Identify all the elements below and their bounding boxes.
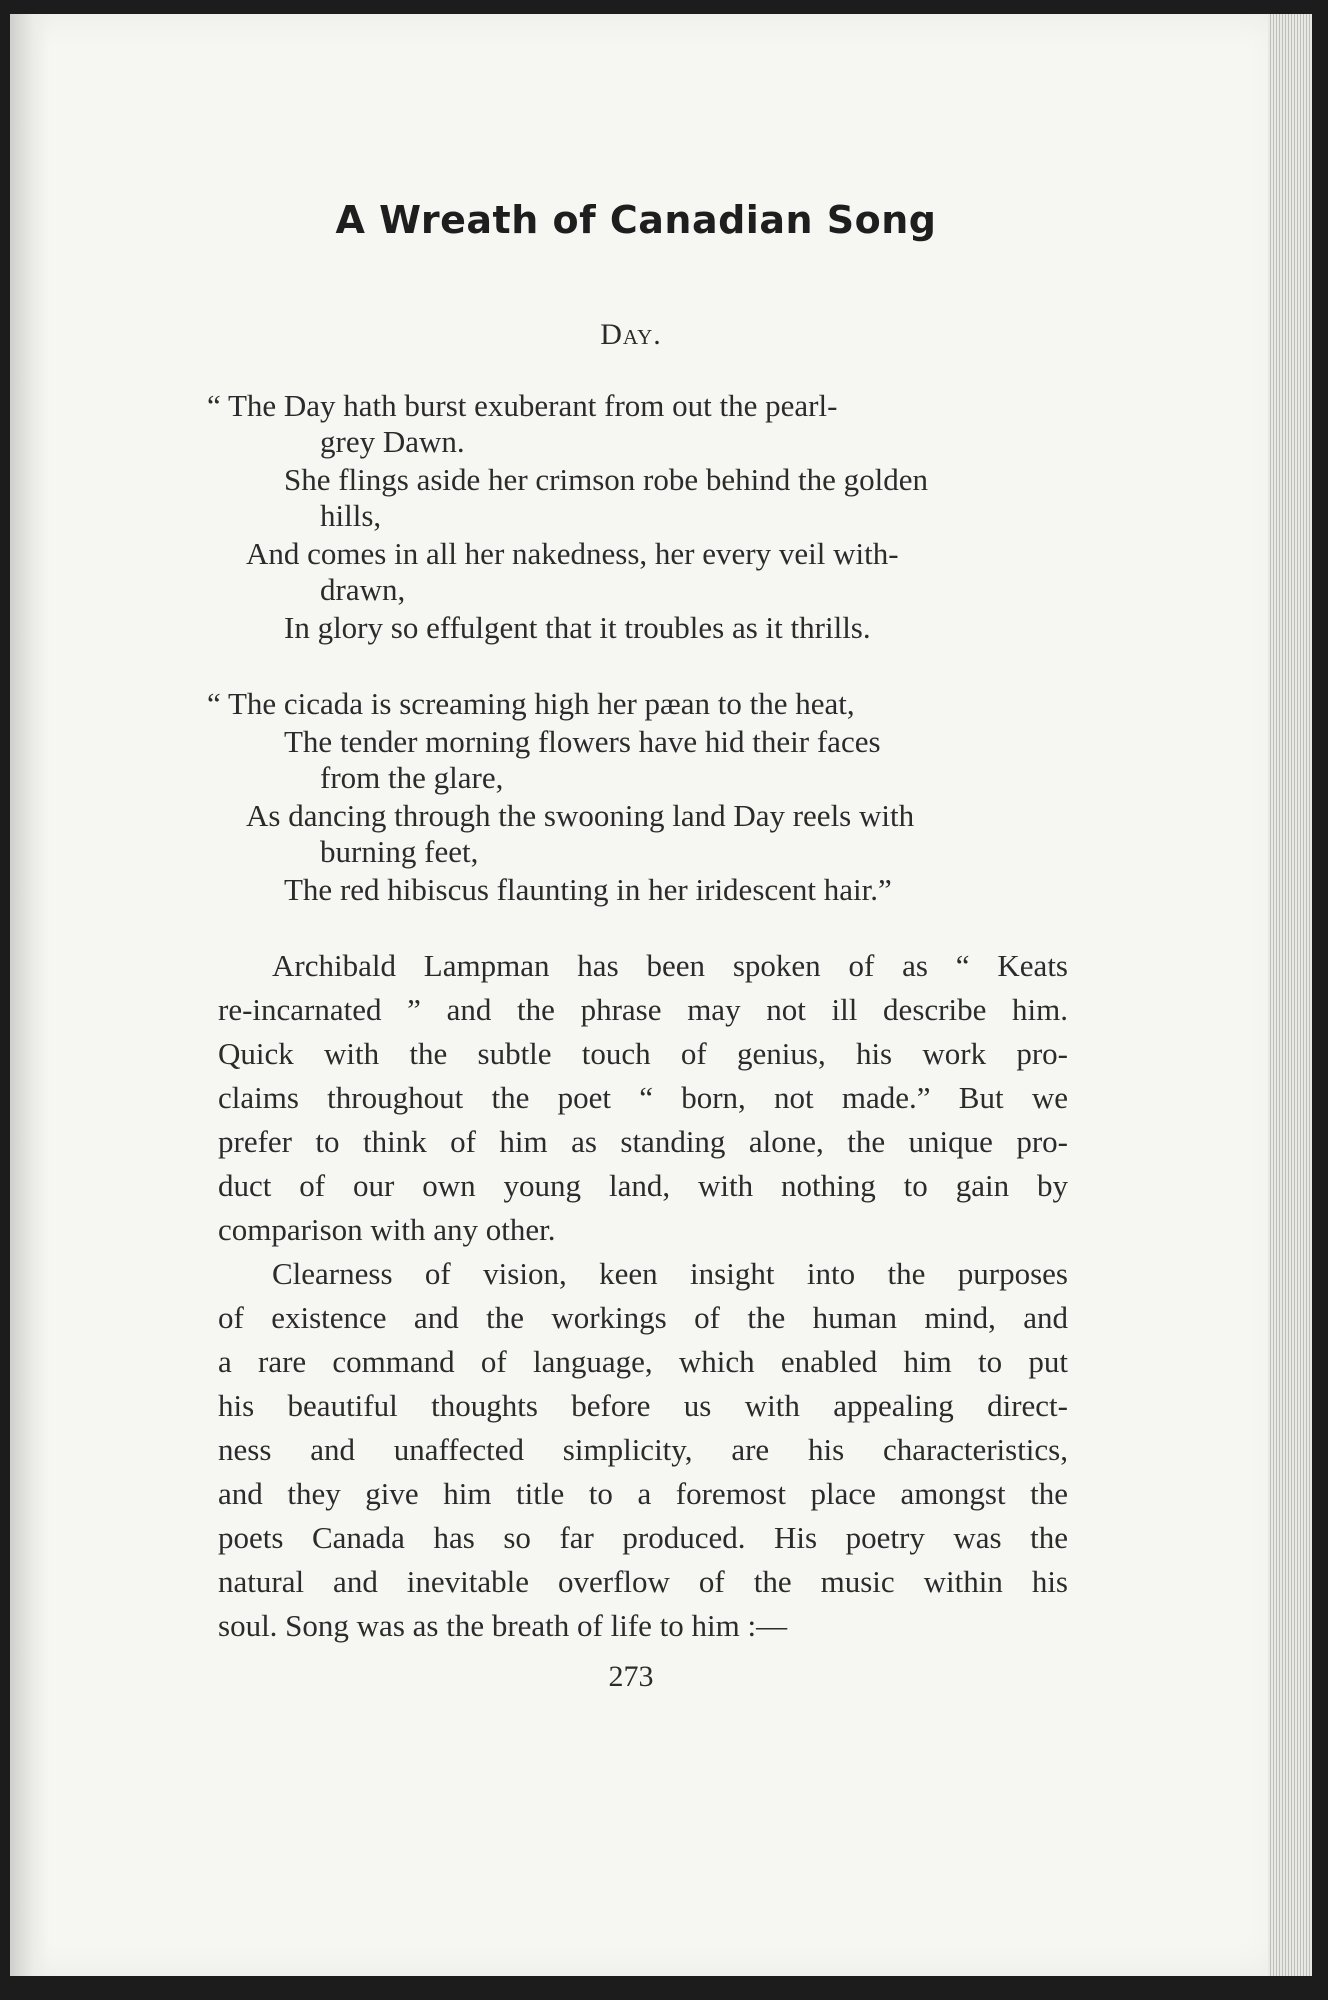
stanza1-line-3: She flings aside her crimson robe behind the golden (284, 462, 928, 497)
prose-line-8: Clearness of vision, keen insight into the purposes (272, 1256, 1068, 1291)
prose-line-10: a rare command of language, which enabled him to put (218, 1344, 1068, 1379)
stanza2-line-4: As dancing through the swooning land Day reels with (246, 798, 915, 833)
stanza1-line-2: grey Dawn. (320, 424, 465, 459)
stanza1-line-4: hills, (320, 498, 382, 533)
poem-title: Day. (600, 318, 662, 351)
prose-line-7: comparison with any other. (218, 1212, 556, 1247)
prose-line-9: of existence and the workings of the human mind, and (218, 1300, 1068, 1335)
prose-line-13: and they give him title to a foremost place amongst the (218, 1476, 1068, 1511)
prose-line-12: ness and unaffected simplicity, are his characteristics, (218, 1432, 1068, 1467)
prose-line-11: his beautiful thoughts before us with appealing direct- (218, 1388, 1068, 1423)
page-number: 273 (608, 1660, 654, 1693)
prose-line-15: natural and inevitable overflow of the music within his (218, 1564, 1068, 1599)
prose-line-16: soul. Song was as the breath of life to him :— (218, 1608, 788, 1643)
stanza1-line-5: And comes in all her nakedness, her every veil with- (246, 536, 899, 571)
page-edges (1268, 14, 1312, 1976)
prose-line-6: duct of our own young land, with nothing to gain by (218, 1168, 1068, 1203)
stanza1-line-7: In glory so effulgent that it troubles as it thrills. (284, 610, 871, 645)
stanza1-line-6: drawn, (320, 572, 406, 607)
prose-line-4: claims throughout the poet “ born, not made.” But we (218, 1080, 1068, 1115)
prose-line-2: re-incarnated ” and the phrase may not ill describe him. (218, 992, 1068, 1027)
prose-line-14: poets Canada has so far produced. His poetry was the (218, 1520, 1068, 1555)
prose-line-3: Quick with the subtle touch of genius, his work pro- (218, 1036, 1068, 1071)
stanza2-line-3: from the glare, (320, 760, 504, 795)
stanza2-line-2: The tender morning flowers have hid their faces (284, 724, 881, 759)
prose-line-5: prefer to think of him as standing alone, the unique pro- (218, 1124, 1068, 1159)
stanza2-line-6: The red hibiscus flaunting in her iridescent hair.” (284, 872, 892, 907)
stanza2-line-5: burning feet, (320, 834, 479, 869)
stanza2-line-1: “ The cicada is screaming high her pæan to the heat, (207, 686, 855, 721)
stanza1-line-1: “ The Day hath burst exuberant from out the pearl- (207, 388, 838, 423)
running-title: A Wreath of Canadian Song (335, 198, 937, 242)
prose-line-1: Archibald Lampman has been spoken of as “ Keats (272, 948, 1068, 983)
